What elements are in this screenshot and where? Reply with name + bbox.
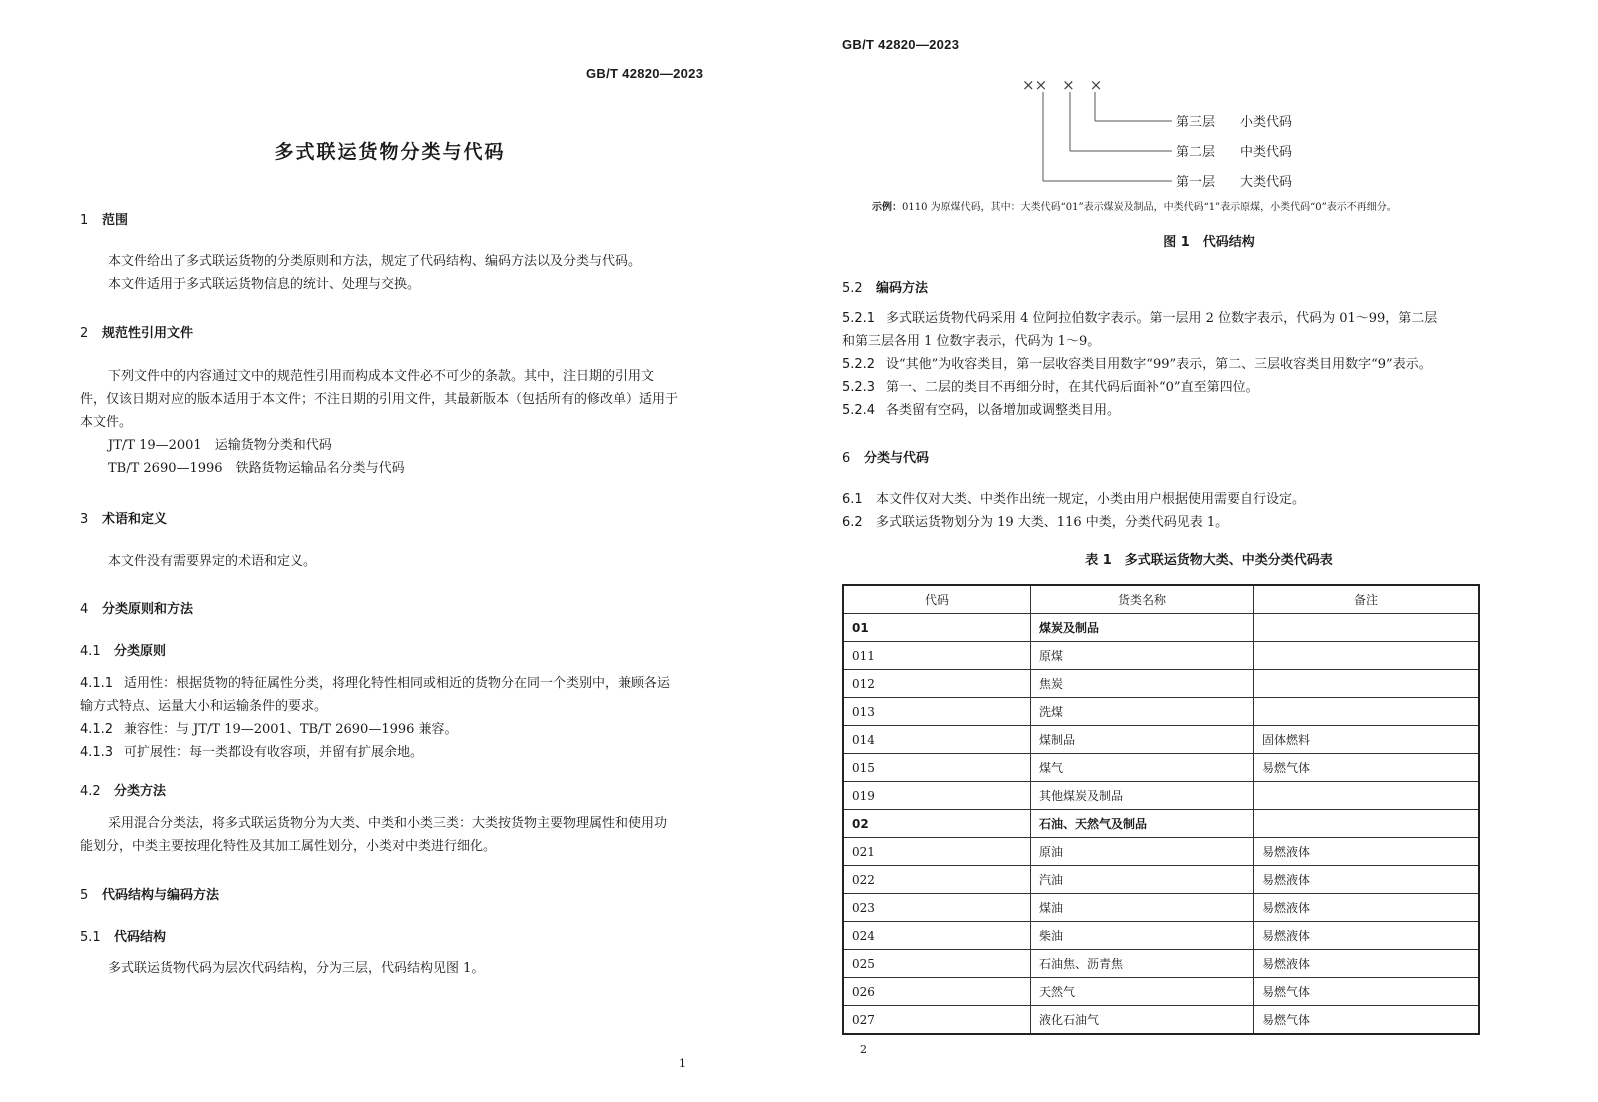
- cell-note: [1254, 698, 1480, 726]
- section-number: 5.1: [80, 930, 101, 945]
- section-title: 分类方法: [114, 784, 167, 799]
- table-row: [843, 642, 1479, 670]
- right-page: [820, 0, 1598, 1102]
- cell-name: 天然气: [1031, 978, 1254, 1006]
- clause-number: 4.1.2: [80, 722, 114, 737]
- cell-code: 023: [843, 894, 1031, 922]
- layer-name: 第二层: [1176, 145, 1216, 160]
- cell-note: 易燃气体: [1254, 978, 1480, 1006]
- cell-name: 煤油: [1031, 894, 1254, 922]
- clause-5-2-3: [842, 376, 1437, 399]
- clause-text: 设“其他”为收容类目，第一层收容类目用数字“99”表示，第二、三层收容类目用数字“9”表示。: [886, 357, 1432, 372]
- paragraph-line: 能划分，中类主要按理化特性及其加工属性划分，小类对中类进行细化。: [80, 839, 497, 854]
- clause-text: 第一、二层的类目不再细分时，在其代码后面补“0”直至第四位。: [886, 380, 1259, 395]
- subsection-heading-5-1: [80, 926, 166, 945]
- table-row: [843, 950, 1479, 978]
- cell-note: [1254, 670, 1480, 698]
- paragraph: 多式联运货物代码为层次代码结构，分为三层，代码结构见图 1。: [108, 961, 485, 976]
- cell-note: [1254, 810, 1480, 838]
- table-row: [843, 1006, 1479, 1035]
- cell-code: 024: [843, 922, 1031, 950]
- clause-text: 多式联运货物划分为 19 大类、116 中类，分类代码见表 1。: [876, 515, 1229, 530]
- section-title: 规范性引用文件: [102, 326, 194, 341]
- cell-name: 焦炭: [1031, 670, 1254, 698]
- table-body: [843, 614, 1479, 1035]
- clause-4-1-3: [80, 741, 670, 764]
- cell-name: 原煤: [1031, 642, 1254, 670]
- clause-number: 5.2.1: [842, 311, 876, 326]
- page-number: 2: [860, 1043, 867, 1056]
- section-heading-1: [80, 209, 128, 228]
- cell-note: [1254, 782, 1480, 810]
- cell-note: 易燃气体: [1254, 1006, 1480, 1035]
- clause-number: 4.1.3: [80, 745, 114, 760]
- table-row: [843, 670, 1479, 698]
- section-heading-5: [80, 884, 219, 903]
- table-row: [843, 922, 1479, 950]
- section-title: 代码结构与编码方法: [102, 888, 220, 903]
- section-number: 4.1: [80, 644, 101, 659]
- section-title: 分类原则: [114, 644, 167, 659]
- paragraph-line: 和第三层各用 1 位数字表示，代码为 1～9。: [842, 334, 1101, 349]
- paragraph-line: 采用混合分类法，将多式联运货物分为大类、中类和小类三类：大类按货物主要物理属性和使用功: [108, 816, 668, 831]
- note-label: 示例：: [872, 202, 902, 213]
- cell-note: 易燃液体: [1254, 950, 1480, 978]
- clause-number: 5.2.2: [842, 357, 876, 372]
- cell-code: 01: [843, 614, 1031, 642]
- figure-caption: 图 1 代码结构: [1163, 235, 1255, 250]
- clause-5-2-4: [842, 399, 1437, 422]
- layer-name: 第一层: [1176, 175, 1216, 190]
- standard-code: GB/T 42820—2023: [586, 66, 704, 81]
- clause-4-1-1: [80, 672, 670, 695]
- cell-name: 柴油: [1031, 922, 1254, 950]
- table-row: [843, 838, 1479, 866]
- clause-number: 6.1: [842, 492, 863, 507]
- clause-5-2-1: [842, 307, 1437, 330]
- cell-name: 洗煤: [1031, 698, 1254, 726]
- section-number: 4.2: [80, 784, 101, 799]
- table-row: [843, 754, 1479, 782]
- clause-number: 5.2.4: [842, 403, 876, 418]
- table-row: [843, 614, 1479, 642]
- section-number: 5: [80, 888, 89, 903]
- column-header-code: 代码: [843, 585, 1031, 614]
- cell-name: 石油、天然气及制品: [1031, 810, 1254, 838]
- classification-text: [842, 488, 1305, 534]
- table-caption: 表 1 多式联运货物大类、中类分类代码表: [1085, 553, 1333, 568]
- section-number: 1: [80, 213, 89, 228]
- reference-item: TB/T 2690—1996 铁路货物运输品名分类与代码: [108, 461, 405, 476]
- column-header-name: 货类名称: [1031, 585, 1254, 614]
- cell-note: 易燃液体: [1254, 922, 1480, 950]
- table-row: [843, 978, 1479, 1006]
- section-heading-6: [842, 447, 929, 466]
- document-title: 多式联运货物分类与代码: [274, 141, 506, 163]
- cell-note: 易燃液体: [1254, 838, 1480, 866]
- paragraph-line: 输方式特点、运量大小和运输条件的要求。: [80, 699, 328, 714]
- table-row: [843, 810, 1479, 838]
- standard-code: GB/T 42820—2023: [842, 37, 960, 52]
- cell-name: 石油焦、沥青焦: [1031, 950, 1254, 978]
- section-title: 术语和定义: [102, 512, 168, 527]
- table-row: [843, 698, 1479, 726]
- cell-code: 021: [843, 838, 1031, 866]
- principles-text: [80, 672, 670, 764]
- table-row: [843, 866, 1479, 894]
- code-positions: ×× × ×: [1022, 76, 1103, 94]
- cell-note: [1254, 614, 1480, 642]
- clause-text: 兼容性：与 JT/T 19—2001、TB/T 2690—1996 兼容。: [124, 722, 458, 737]
- section-number: 4: [80, 602, 89, 617]
- terms-text: [80, 550, 316, 573]
- section-title: 代码结构: [114, 930, 167, 945]
- column-header-note: 备注: [1254, 585, 1480, 614]
- layer-description: 小类代码: [1240, 115, 1293, 130]
- clause-6-2: [842, 511, 1305, 534]
- code-structure-diagram: [820, 0, 1598, 200]
- clause-text: 多式联运货物代码采用 4 位阿拉伯数字表示。第一层用 2 位数字表示，代码为 01～99，第二层: [886, 311, 1438, 326]
- clause-text: 本文件仅对大类、中类作出统一规定，小类由用户根据使用需要自行设定。: [876, 492, 1306, 507]
- section-title: 分类原则和方法: [102, 602, 194, 617]
- layer-description: 大类代码: [1240, 175, 1293, 190]
- section-heading-4: [80, 598, 193, 617]
- cell-name: 煤气: [1031, 754, 1254, 782]
- clause-text: 适用性：根据货物的特征属性分类，将理化特性相同或相近的货物分在同一个类别中，兼顾各运: [124, 676, 671, 691]
- clause-5-2-2: [842, 353, 1437, 376]
- subsection-heading-5-2: [842, 277, 928, 296]
- cell-code: 02: [843, 810, 1031, 838]
- clause-number: 4.1.1: [80, 676, 114, 691]
- code-structure-text: [80, 957, 484, 980]
- cell-code: 011: [843, 642, 1031, 670]
- note-text: 0110 为原煤代码，其中：大类代码“01”表示煤炭及制品，中类代码“1”表示原煤，小类代码“0”表示不再细分。: [902, 202, 1397, 213]
- figure-example-note: [872, 198, 1397, 213]
- reference-item: JT/T 19—2001 运输货物分类和代码: [108, 438, 332, 453]
- cell-note: [1254, 642, 1480, 670]
- subsection-heading-4-1: [80, 640, 166, 659]
- clause-text: 各类留有空码，以备增加或调整类目用。: [886, 403, 1121, 418]
- cell-note: 易燃液体: [1254, 894, 1480, 922]
- section-heading-2: [80, 322, 193, 341]
- table-row: [843, 782, 1479, 810]
- paragraph: 本文件没有需要界定的术语和定义。: [108, 554, 317, 569]
- cell-note: 易燃气体: [1254, 754, 1480, 782]
- cell-name: 原油: [1031, 838, 1254, 866]
- cell-code: 025: [843, 950, 1031, 978]
- clause-4-1-2: [80, 718, 670, 741]
- left-page: [0, 0, 780, 1102]
- section-title: 范围: [102, 213, 129, 228]
- paragraph: 本文件给出了多式联运货物的分类原则和方法，规定了代码结构、编码方法以及分类与代码。: [108, 254, 642, 269]
- coding-method-text: [842, 307, 1437, 422]
- cell-note: 固体燃料: [1254, 726, 1480, 754]
- section-number: 5.2: [842, 281, 863, 296]
- scope-text: [80, 250, 641, 296]
- layer-name: 第三层: [1176, 115, 1216, 130]
- subsection-heading-4-2: [80, 780, 166, 799]
- section-number: 6: [842, 451, 851, 466]
- page-number: 1: [679, 1057, 686, 1070]
- cell-code: 027: [843, 1006, 1031, 1035]
- table-row: [843, 726, 1479, 754]
- cell-code: 022: [843, 866, 1031, 894]
- section-number: 3: [80, 512, 89, 527]
- section-heading-3: [80, 508, 167, 527]
- cell-name: 液化石油气: [1031, 1006, 1254, 1035]
- cell-name: 汽油: [1031, 866, 1254, 894]
- cell-name: 煤制品: [1031, 726, 1254, 754]
- cell-name: 其他煤炭及制品: [1031, 782, 1254, 810]
- classification-table: [842, 584, 1480, 1035]
- paragraph-line: 下列文件中的内容通过文中的规范性引用而构成本文件必不可少的条款。其中，注日期的引用文: [108, 369, 655, 384]
- cell-note: 易燃液体: [1254, 866, 1480, 894]
- cell-code: 014: [843, 726, 1031, 754]
- clause-number: 6.2: [842, 515, 863, 530]
- clause-number: 5.2.3: [842, 380, 876, 395]
- clause-6-1: [842, 488, 1305, 511]
- paragraph-line: 件，仅该日期对应的版本适用于本文件；不注日期的引用文件，其最新版本（包括所有的修改单）适用于: [80, 392, 679, 407]
- cell-code: 013: [843, 698, 1031, 726]
- cell-code: 026: [843, 978, 1031, 1006]
- table-row: [843, 894, 1479, 922]
- references-text: [80, 365, 678, 480]
- method-text: [80, 812, 667, 858]
- cell-code: 019: [843, 782, 1031, 810]
- cell-code: 012: [843, 670, 1031, 698]
- section-number: 2: [80, 326, 89, 341]
- section-title: 编码方法: [876, 281, 929, 296]
- cell-code: 015: [843, 754, 1031, 782]
- cell-name: 煤炭及制品: [1031, 614, 1254, 642]
- layer-description: 中类代码: [1240, 145, 1293, 160]
- clause-text: 可扩展性：每一类都设有收容项，并留有扩展余地。: [124, 745, 424, 760]
- section-title: 分类与代码: [864, 451, 930, 466]
- paragraph-line: 本文件。: [80, 415, 133, 430]
- paragraph: 本文件适用于多式联运货物信息的统计、处理与交换。: [108, 277, 421, 292]
- table-header-row: [843, 585, 1479, 614]
